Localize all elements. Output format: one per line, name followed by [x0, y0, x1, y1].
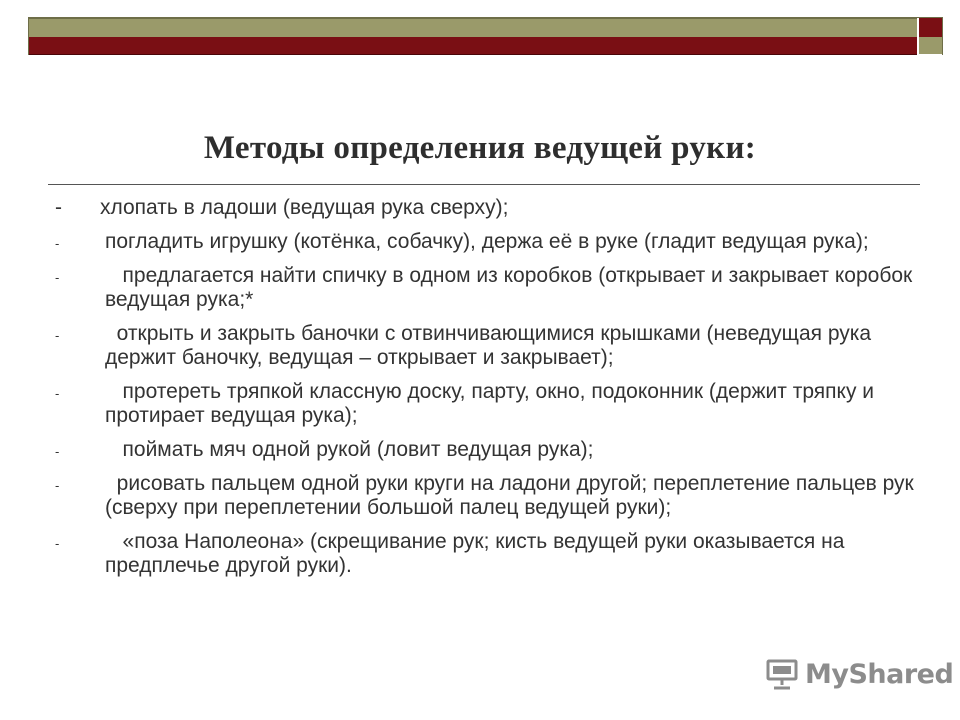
watermark-text: MyShared [805, 658, 954, 690]
myshared-watermark [765, 656, 953, 692]
list-item [55, 472, 935, 520]
bullet-text: открыть и закрыть баночки с отвинчивающимися крышками (неведущая рука держит баночку, ведущая – открывает и закрывает); [105, 322, 877, 369]
bullet-dash: - [55, 196, 62, 219]
title-underline [48, 184, 920, 185]
bullet-text: погладить игрушку (котёнка, собачку), держа её в руке (гладит ведущая рука); [105, 230, 869, 253]
bullet-dash: - [55, 386, 60, 401]
bullet-list [55, 196, 935, 588]
bullet-dash: - [55, 536, 60, 551]
header-maroon-bar [29, 37, 917, 55]
bullet-text: хлопать в ладоши (ведущая рука сверху); [100, 196, 509, 219]
bullet-dash: - [55, 236, 60, 251]
header-decoration [0, 0, 960, 62]
bullet-text: рисовать пальцем одной руки круги на ладони другой; переплетение пальцев рук (сверху при переплетении большой палец ведущей руки); [105, 472, 920, 519]
list-item [55, 322, 935, 370]
list-item [55, 380, 935, 428]
slide-title: Методы определения ведущей руки: [203, 130, 757, 166]
header-olive-bar [29, 18, 917, 38]
bullet-dash: - [55, 328, 60, 343]
list-item [55, 230, 935, 254]
list-item [55, 530, 935, 578]
list-item [55, 438, 935, 462]
list-item [55, 196, 935, 220]
bullet-text: поймать мяч одной рукой (ловит ведущая рука); [105, 438, 594, 461]
header-olive-square [919, 37, 942, 54]
bullet-dash: - [55, 270, 60, 285]
bullet-dash: - [55, 478, 60, 493]
header-frame-right [942, 17, 943, 55]
header-maroon-square [919, 18, 942, 37]
bullet-text: предлагается найти спичку в одном из коробков (открывает и закрывает коробок ведущая рука;* [105, 264, 919, 311]
bullet-text: протереть тряпкой классную доску, парту, окно, подоконник (держит тряпку и протирает ведущая рука); [105, 380, 880, 427]
presentation-board-icon [765, 658, 799, 690]
bullet-text: «поза Наполеона» (скрещивание рук; кисть ведущей руки оказывается на предплечье другой руки). [105, 530, 851, 577]
bullet-dash: - [55, 444, 60, 459]
list-item [55, 264, 935, 312]
